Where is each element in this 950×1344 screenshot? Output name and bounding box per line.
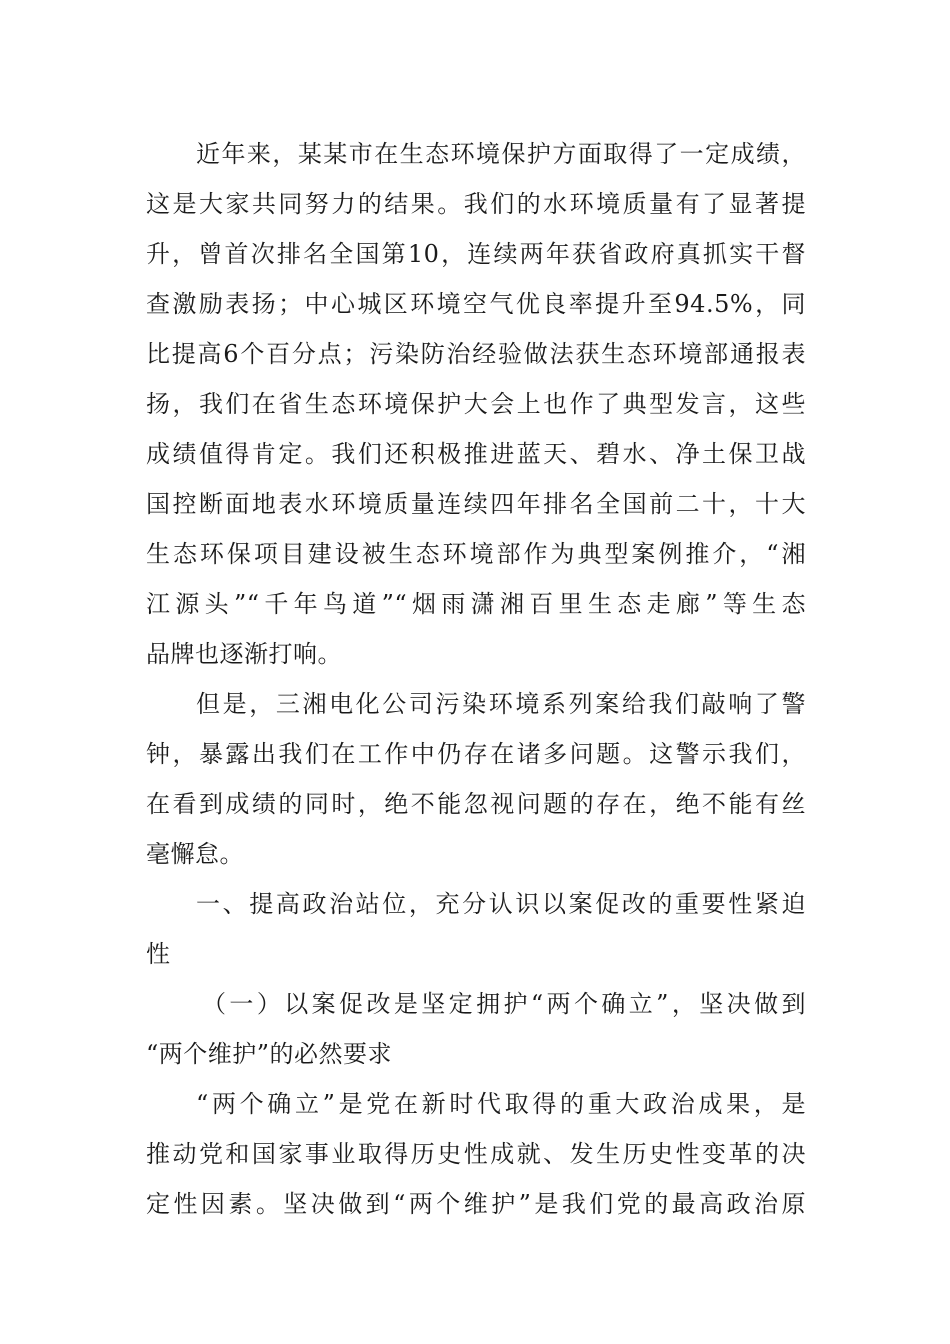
- subheading-1-line-1: （一）以案促改是坚定拥护“两个确立”，坚决做到: [202, 990, 806, 1018]
- paragraph-2-line-2: 钟，暴露出我们在工作中仍存在诸多问题。这警示我们，: [146, 740, 806, 768]
- paragraph-2-line-4: 毫懈怠。: [146, 840, 244, 868]
- paragraph-1-line-10: 江源头”“千年鸟道”“烟雨潇湘百里生态走廊”等生态: [146, 590, 806, 618]
- heading-1-line-1: 一、提高政治站位，充分认识以案促改的重要性紧迫: [196, 890, 806, 918]
- paragraph-1-line-7: 成绩值得肯定。我们还积极推进蓝天、碧水、净土保卫战: [146, 440, 806, 468]
- paragraph-1-line-11: 品牌也逐渐打响。: [146, 640, 342, 668]
- paragraph-1-line-3: 升，曾首次排名全国第10，连续两年获省政府真抓实干督: [146, 240, 806, 268]
- subheading-1-line-2: “两个维护”的必然要求: [146, 1040, 393, 1068]
- paragraph-1-line-8: 国控断面地表水环境质量连续四年排名全国前二十，十大: [146, 490, 806, 518]
- heading-1-line-2: 性: [146, 940, 171, 968]
- paragraph-3-line-1: “两个确立”是党在新时代取得的重大政治成果，是: [196, 1090, 806, 1118]
- paragraph-3-line-3: 定性因素。坚决做到“两个维护”是我们党的最高政治原: [146, 1190, 806, 1218]
- paragraph-2-line-1: 但是，三湘电化公司污染环境系列案给我们敲响了警: [196, 690, 806, 718]
- paragraph-1-line-1: 近年来，某某市在生态环境保护方面取得了一定成绩，: [196, 140, 806, 168]
- paragraph-1-line-2: 这是大家共同努力的结果。我们的水环境质量有了显著提: [146, 190, 806, 218]
- paragraph-1-line-5: 比提高6个百分点；污染防治经验做法获生态环境部通报表: [146, 340, 806, 368]
- paragraph-1-line-9: 生态环保项目建设被生态环境部作为典型案例推介，“湘: [146, 540, 806, 568]
- paragraph-3-line-2: 推动党和国家事业取得历史性成就、发生历史性变革的决: [146, 1140, 806, 1168]
- paragraph-2-line-3: 在看到成绩的同时，绝不能忽视问题的存在，绝不能有丝: [146, 790, 806, 818]
- paragraph-1-line-6: 扬，我们在省生态环境保护大会上也作了典型发言，这些: [146, 390, 806, 418]
- paragraph-1-line-4: 查激励表扬；中心城区环境空气优良率提升至94.5%，同: [146, 290, 806, 318]
